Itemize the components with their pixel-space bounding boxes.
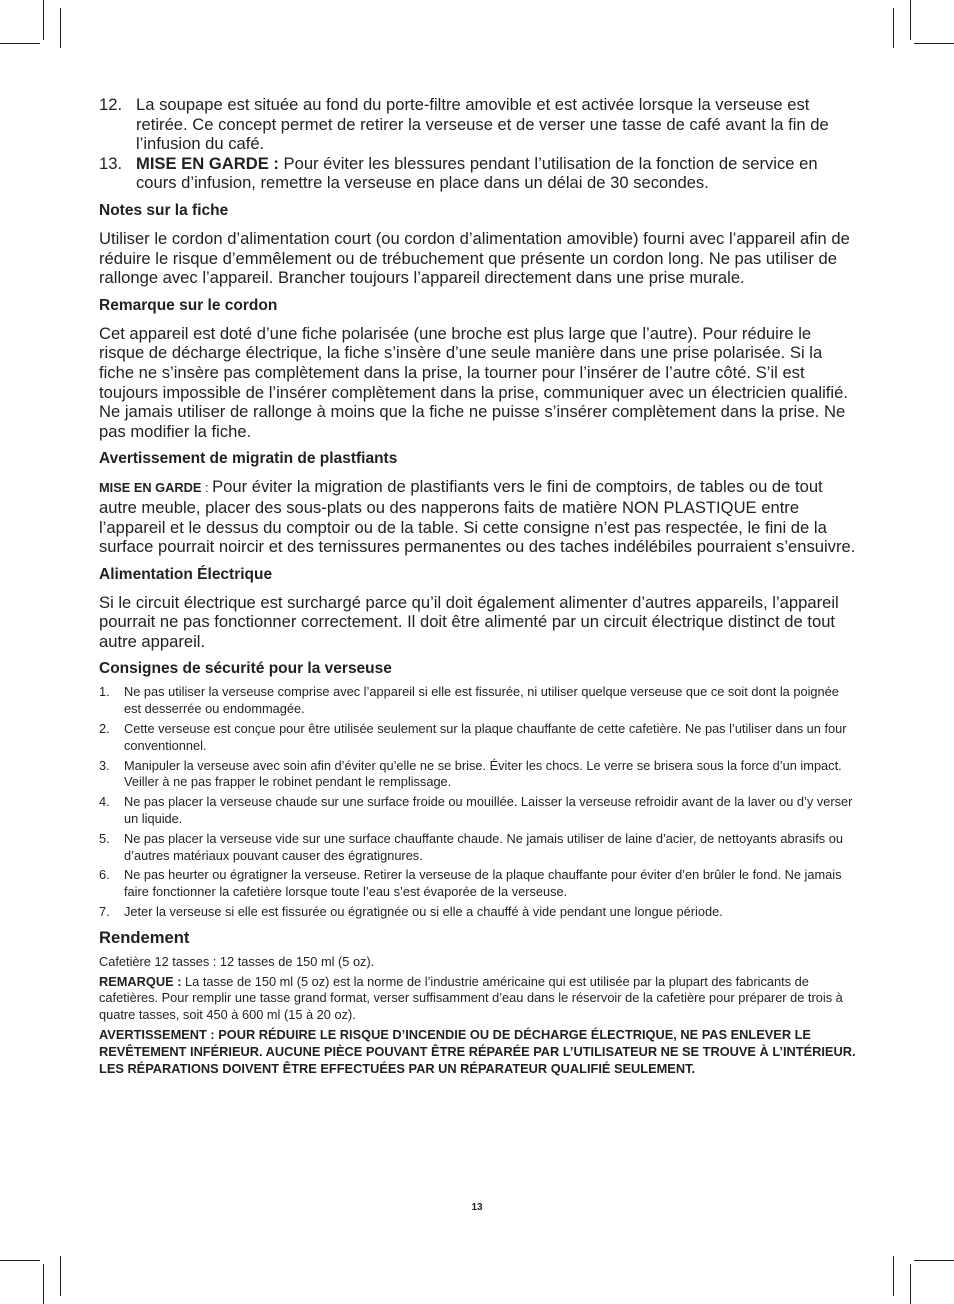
item-text: Ne pas heurter ou égratigner la verseuse. Retirer la verseuse de la plaque chauffante pour éviter d’en brûler le fond. Ne jamais faire fonctionner la cafetière lorsque toute l’eau s’est évaporée de la verseuse.: [124, 867, 842, 900]
item-text: Manipuler la verseuse avec soin afin d’éviter qu’elle ne se brise. Éviter les chocs. Le verre se brisera sous la force d’un impact. Veiller à ne pas frapper le robinet pendant le remplissage.: [124, 757, 842, 790]
item-text: Pour éviter les blessures pendant l’utilisation de la fonction de service en cours d’infusion, remettre la verseuse en place dans un délai de 30 secondes.: [136, 153, 818, 193]
item-text: Cette verseuse est conçue pour être utilisée seulement sur la plaque chauffante de cette cafetière. Ne pas l’utiliser dans un four conventionnel.: [124, 721, 847, 753]
crop-mark: [0, 43, 40, 44]
list-item: [99, 758, 859, 792]
crop-mark: [893, 8, 894, 48]
avertissement-body: POUR RÉDUIRE LE RISQUE D’INCENDIE OU DE DÉCHARGE ÉLECTRIQUE, NE PAS ENLEVER LE REVÊTEMENT INFÉRIEUR. AUCUNE PIÈCE POUVANT ÊTRE RÉPARÉE PAR L’UTILISATEUR NE SE TROUVE À L’INTÉRIEUR. LES RÉPARATIONS DOIVENT ÊTRE EFFECTUÉES PAR UN RÉPARATEUR QUALIFIÉ SEULEMENT.: [99, 1027, 856, 1076]
crop-mark: [910, 1264, 911, 1304]
crop-mark: [910, 0, 911, 40]
crop-mark: [43, 1264, 44, 1304]
item-number: 12.: [99, 95, 123, 114]
plastifiants-text: [99, 477, 859, 556]
item-text: Ne pas placer la verseuse chaude sur une surface froide ou mouillée. Laisser la verseuse refroidir avant de la laver ou d’y verser un liquide.: [124, 794, 853, 827]
rendement-line: Cafetière 12 tasses : 12 tasses de 150 ml (5 oz).: [99, 953, 375, 969]
consignes-list: [99, 684, 859, 920]
remarque-label: REMARQUE :: [99, 973, 182, 989]
numbered-item-13: [99, 154, 859, 193]
item-text: Ne pas placer la verseuse vide sur une surface chauffante chaude. Ne jamais utiliser de laine d’acier, de nettoyants abrasifs ou d’autres matériaux pouvant causer des égratignures.: [124, 830, 843, 863]
list-item: [99, 867, 859, 901]
warning-label: MISE EN GARDE :: [136, 153, 279, 173]
item-number: 5.: [99, 830, 110, 846]
warning-label: MISE EN GARDE: [99, 480, 202, 496]
section-heading-plastifiants: Avertissement de migratin de plastfiants: [99, 450, 398, 468]
remarque-body: La tasse de 150 ml (5 oz) est la norme de l’industrie américaine qui est utilisée par la plupart des fabricants de cafetières. Pour remplir une tasse grand format, verser suffisamment d’eau dans le réservoir de la cafetière pour préparer de trois à quatre tasses, soit 450 à 600 ml (15 à 20 oz).: [99, 973, 843, 1023]
section-heading-rendement: Rendement: [99, 927, 190, 947]
item-number: 1.: [99, 684, 110, 700]
item-number: 3.: [99, 757, 110, 773]
alimentation-text: Si le circuit électrique est surchargé parce qu’il doit également alimenter d’autres appareils, l’appareil pourrait ne pas fonctionner correctement. Il doit être alimenté par un circuit électrique distinct de tout autre appareil.: [99, 592, 839, 651]
item-number: 6.: [99, 867, 110, 883]
item-text: La soupape est située au fond du porte-filtre amovible et est activée lorsque la verseuse est retirée. Ce concept permet de retirer la verseuse et de verser une tasse de café avant la fin de l’infusion du café.: [136, 95, 829, 154]
list-item: [99, 684, 859, 718]
section-heading-alimentation: Alimentation Électrique: [99, 565, 273, 583]
section-heading-notes-fiche: Notes sur la fiche: [99, 201, 229, 219]
plastifiants-body: Pour éviter la migration de plastifiants vers le fini de comptoirs, de tables ou de tout autre meuble, placer des sous-plats ou des napperons faits de matière NON PLASTIQUE entre l’appareil et le dessus du comptoir ou de la table. Si cette consigne n’est pas respectée, le fini de la surface pourrait noircir et des ternissures permanentes ou des taches indélébiles pourraient s’ensuivre.: [99, 477, 856, 557]
cordon-text: Cet appareil est doté d’une fiche polarisée (une broche est plus large que l’autre). Pour réduire le risque de décharge électrique, la fiche s’insère d’une seule manière dans une prise polarisée. Si la fiche ne s’insère pas complètement dans la prise, la tourner pour l’insérer de l’autre côté. S’il est toujours impossible de l’insérer complètement dans la prise, communiquer avec un électricien qualifié. Ne jamais utiliser de rallonge à moins que la fiche ne puisse s’insérer complètement dans la prise. Ne pas modifier la fiche.: [99, 323, 848, 441]
crop-mark: [914, 1260, 954, 1261]
page-number: 13: [471, 1202, 483, 1213]
crop-mark: [0, 1260, 40, 1261]
crop-mark: [60, 1256, 61, 1296]
label-colon: :: [201, 480, 213, 496]
item-number: 2.: [99, 721, 110, 737]
crop-mark: [43, 0, 44, 40]
page-content: [99, 95, 859, 1077]
crop-mark: [914, 43, 954, 44]
item-number: 13.: [99, 153, 123, 173]
notes-fiche-text: Utiliser le cordon d’alimentation court (ou cordon d’alimentation amovible) fourni avec l’appareil afin de réduire le risque d’emmêlement ou de trébuchement que présente un cordon long. Ne pas utiliser de rallonge avec l’appareil. Brancher toujours l’appareil directement dans une prise murale.: [99, 228, 850, 288]
section-heading-cordon: Remarque sur le cordon: [99, 296, 278, 314]
item-text: Ne pas utiliser la verseuse comprise avec l’appareil si elle est fissurée, ni utiliser quelque verseuse que ce soit dont la poignée est desserrée ou endommagée.: [124, 684, 839, 717]
avertissement-text: [99, 1027, 859, 1077]
numbered-item-12: [99, 95, 859, 154]
item-number: 7.: [99, 904, 110, 920]
section-heading-consignes: Consignes de sécurité pour la verseuse: [99, 660, 392, 678]
crop-mark: [60, 8, 61, 48]
avertissement-label: AVERTISSEMENT :: [99, 1027, 215, 1043]
list-item: [99, 831, 859, 865]
list-item: [99, 721, 859, 755]
item-text: Jeter la verseuse si elle est fissurée ou égratignée ou si elle a chauffé à vide pendant une longue période.: [124, 904, 723, 920]
list-item: [99, 904, 859, 921]
crop-mark: [893, 1256, 894, 1296]
remarque-text: [99, 974, 859, 1024]
list-item: [99, 794, 859, 828]
item-number: 4.: [99, 794, 110, 810]
